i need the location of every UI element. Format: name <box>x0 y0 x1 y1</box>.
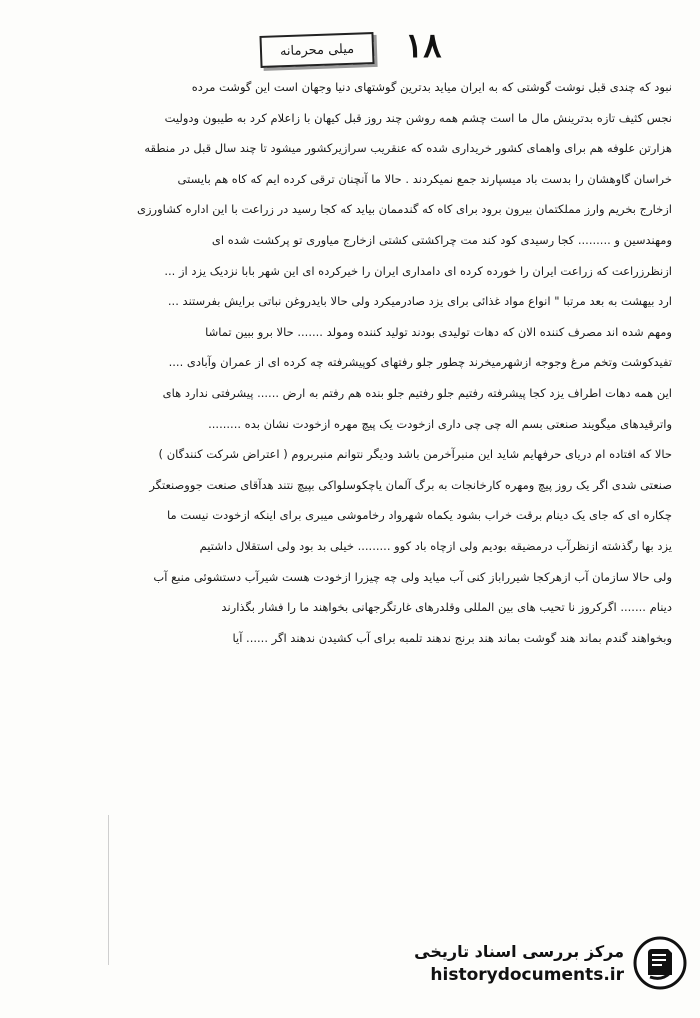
text-line: ومهندسین و ......... کجا رسیدی کود کند مت چراکشتی کشتی ازخارج میاوری تو پرکشت شده ای <box>211 232 672 247</box>
text-line: ولی حالا سازمان آب ازهرکجا شیرراباز کنی آب میاید ولی چه چیزرا ازخودت هست شیرآب دستشوئی منبع آب <box>153 569 672 584</box>
document-body <box>62 72 672 653</box>
text-line: چکاره ای که جای یک دینام برقت خراب بشود یکماه شهرواد رخاموشی میبری برای اینکه ازخودت نیست ما <box>167 508 672 523</box>
text-line: ازنظرزراعت که زراعت ایران را خورده کرده ای دامداری ایران را خیرکرده ای این شهر بابا نزدیک یزد از ... <box>164 263 672 278</box>
page-number: ۱۸ <box>405 26 442 66</box>
margin-line <box>108 815 110 965</box>
text-line: نبود که چندی قبل نوشت گوشتی که به ایران میاید بدترین گوشتهای دنیا وجهان است این گوشت مرده <box>191 80 672 94</box>
watermark <box>408 918 688 1008</box>
text-line: حالا که افتاده ام دریای حرفهایم شاید این منبرآخرمن باشد ودیگر نتوانم منبربروم ( اعتراض شرکت کنندگان ) <box>158 447 672 462</box>
text-line: صنعتی شدی اگر یک روز پیچ ومهره کارخانجات به برگ آلمان یاچکوسلواکی بپیچ نتند هدآقای صنعت جووصنعتگر <box>149 477 672 492</box>
watermark-text <box>414 942 624 985</box>
text-line: دینام ....... اگرکروز نا تحیب های بین المللی وقلدرهای غارتگرجهانی بخواهند ما را فشار بگذارند <box>221 600 672 615</box>
text-line: تفیدکوشت وتخم مرغ وجوجه ازشهرمیخرند چطور جلو رفتهای کوپیشرفته چه کرده ای از عمران وآبادی .... <box>168 355 672 370</box>
text-line: نجس کثیف تازه بدترینش مال ما است چشم همه روشن چند روز قبل کیهان با زاعلام کرد به طیبون ودولیت <box>164 110 672 125</box>
watermark-url: historydocuments.ir <box>430 964 624 985</box>
text-line: این همه دهات اطراف یزد کجا پیشرفته رفتیم جلو رفتیم جلو بنده هم رفتم به ارض ...... پیشرفتی ندارد های <box>162 385 672 400</box>
text-line: خراسان گاوهشان را بدست باد میسپارند جمع نمیکردند . حالا ما آنچنان ترقی کرده ایم که کاه هم بایستی <box>177 171 672 186</box>
text-line: ارد بیهشت به بعد مرتبا " انواع مواد غذائی برای یزد صادرمیکرد ولی حالا بایدروغن نباتی برایش بفرستند ... <box>167 294 672 309</box>
watermark-title: مرکز بررسی اسناد تاریخی <box>414 941 624 961</box>
document-header <box>260 26 540 70</box>
text-line: یزد بها رگذشته ازنظرآب درمضیقه بودیم ولی ازچاه باد کوو ......... خیلی بد بود ولی استقلال داشتیم <box>199 538 672 553</box>
text-line: واترقیدهای میگویند صنعتی بسم اله چی چی داری ازخودت یک پیچ مهره ازخودت نشان بده ......... <box>208 416 672 431</box>
text-line: ازخارج بخریم وارز مملکتمان بیرون برود برای کاه که گندممان بیاید که کجا رسید در زراعت با این اداره کشاورزی <box>137 202 672 217</box>
text-line: وبخواهند گندم بماند هند گوشت بماند هند برنج ندهند تلمبه برای آب کشیدن ندهند اگر ...... آیا <box>232 630 672 645</box>
archive-logo-icon <box>632 935 688 991</box>
classification-stamp: میلی محرمانه <box>259 32 374 68</box>
text-line: ومهم شده اند مصرف کننده الان که دهات تولیدی بودند تولید کننده ومولد ....... حالا برو ببین تماشا <box>205 324 672 339</box>
text-line: هزارتن علوفه هم برای واهمای کشور خریداری شده که عنقریب سرازیرکشور میشود تا چند سال قبل در منطقه <box>144 141 672 156</box>
